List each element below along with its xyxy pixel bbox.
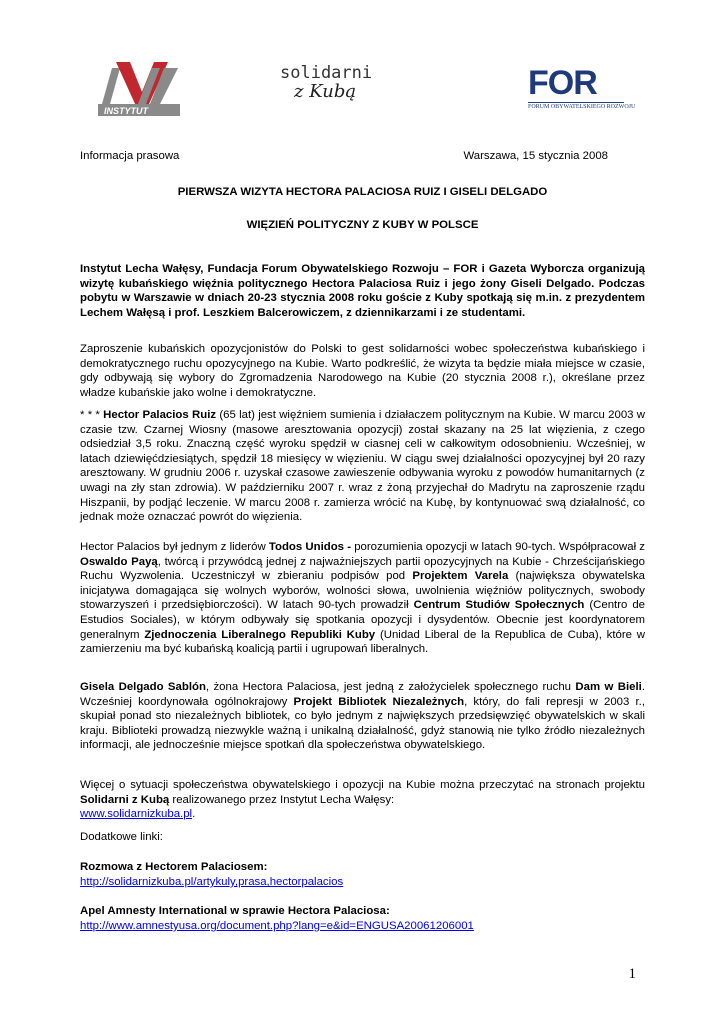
- paragraph-2: [80, 408, 645, 525]
- meta-right: Warszawa, 15 stycznia 2008: [463, 150, 608, 162]
- for-logo-subtitle: FORUM OBYWATELSKIEGO ROZWOJU: [528, 104, 636, 110]
- title-line-1: PIERWSZA WIZYTA HECTORA PALACIOSA RUIZ I GISELI DELGADO: [177, 186, 548, 198]
- solidarni-z-kuba-logo: [280, 64, 410, 106]
- page-number: 1: [628, 966, 636, 982]
- extra-links-label: Dodatkowe linki:: [80, 831, 163, 843]
- paragraph-3: Hector Palacios był jednym z liderów Todos Unidos - porozumienia opozycji w latach 90-tych. Współpracował z Oswaldo Payą, twórcą i przywódcą jednej z najważniejszych partii opozycyjnych na Kubie - Chrześcijańskiego Ruchu Wyzwolenia. Uczestniczył w zbieraniu podpisów pod Projektem Varela (największa obywatelska inicjatywa domagająca się wolnych wyborów, wolności słowa, uwolnienia więźniów politycznych, swobody stowarzyszeń i przedsiębiorczości). W latach 90-tych prowadził Centrum Studiów Społecznych (Centro de Estudios Sociales), w którym odbywały się spotkania opozycji i dysydentów. Obecnie jest koordynatorem generalnym Zjednoczenia Liberalnego Republiki Kuby (Unidad Liberal de la Republica de Cuba), które w zamierzeniu ma być kubańską koalicją partii i ugrupowań liberalnych.: [80, 541, 646, 656]
- p2-stars: * * *: [80, 409, 104, 421]
- link2-url[interactable]: http://www.amnestyusa.org/document.php?lang=e&id=ENGUSA20061206001: [80, 920, 474, 932]
- for-logo-text: FOR: [528, 64, 597, 102]
- z-kuba-text: z Kubą: [294, 81, 357, 102]
- solidarnizkuba-link[interactable]: www.solidarnizkuba.pl: [80, 808, 193, 821]
- link2-title: Apel Amnesty International w sprawie Hectora Palaciosa:: [80, 905, 390, 917]
- instytut-logo: [94, 58, 184, 120]
- p2-text: (65 lat) jest więźniem sumienia i działaczem politycznym na Kubie. W marcu 2003 w czasie tzw. Czarnej Wiosny (masowe aresztowania opozycji) został skazany na 25 lat więzienia, z czego odsiedział 3,5 roku. Znaczną część wyroku spędził w ciasnej celi w całkowitym odosobnieniu. Wcześniej, w latach dziewięćdziesiątych, spędził 18 miesięcy w więzieniu. W ciągu swej działalności opozycyjnej był 20 razy aresztowany. W grudniu 2006 r. uzyskał czasowe zawieszenie odbywania wyroku z powodów humanitarnych (z uwagi na zły stan zdrowia). W październiku 2007 r. wraz z żoną przyjechał do Madrytu na zaproszenie rządu Hiszpanii, by podjąć leczenie. W marcu 2008 r. zamierza wrócić na Kubę, by kontynuować swą działalność, co jednak może oznaczać powrót do więzienia.: [80, 409, 645, 524]
- for-logo: [528, 64, 636, 112]
- paragraph-1: Zaproszenie kubańskich opozycjonistów do Polski to gest solidarności wobec społeczeństwa kubańskiego i demokratycznego ruchu opozycyjnego na Kubie. Warto podkreślić, że wizyta ta będzie miała miejsce w czasie, gdy odbywają się wybory do Zgromadzenia Narodowego na Kubie (20 stycznia 2008 r.), określane przez władze kubańskie jako wolne i demokratyczne.: [80, 343, 645, 399]
- paragraph-4: Gisela Delgado Sablón, żona Hectora Palaciosa, jest jedną z założycielek społecznego ruchu Dam w Bieli. Wcześniej koordynowała ogólnokrajowy Projekt Bibliotek Niezależnych, który, do fali represji w 2003 r., skupiał ponad sto niezależnych bibliotek, co było jednym z największych przedsięwzięć obywatelskich w skali kraju. Biblioteki prowadzą niezwykle ważną i unikalną działalność, gdyż stanowią nie tylko źródło niezależnych informacji, ale jednocześnie miejsce spotkań dla społeczeństwa obywatelskiego.: [80, 681, 645, 752]
- meta-left: Informacja prasowa: [80, 150, 180, 162]
- link1-title: Rozmowa z Hectorem Palaciosem:: [80, 861, 268, 873]
- solidarni-text: solidarni: [280, 63, 373, 83]
- title-line-2: WIĘZIEŃ POLITYCZNY Z KUBY W POLSCE: [246, 219, 479, 231]
- lead-paragraph: Instytut Lecha Wałęsy, Fundacja Forum Obywatelskiego Rozwoju – FOR i Gazeta Wyborcza organizują wizytę kubańskiego więźnia politycznego Hectora Palaciosa Ruiz i jego żony Giseli Delgado. Podczas pobytu w Warszawie w dniach 20-23 stycznia 2008 roku goście z Kuby spotkają się m.in. z prezydentem Lechem Wałęsą i prof. Leszkiem Balcerowiczem, z dziennikarzami i ze studentami.: [80, 263, 645, 319]
- link1-url[interactable]: http://solidarnizkuba.pl/artykuly,prasa,hectorpalacios: [80, 876, 344, 888]
- instytut-logo-text: INSTYTUT: [104, 106, 148, 116]
- p2-name: Hector Palacios Ruiz: [103, 409, 217, 421]
- paragraph-5: Więcej o sytuacji społeczeństwa obywatelskiego i opozycji na Kubie można przeczytać na stronach projektu Solidarni z Kubą realizowanego przez Instytut Lecha Wałęsy: www.solidarnizkuba.pl.: [80, 779, 645, 821]
